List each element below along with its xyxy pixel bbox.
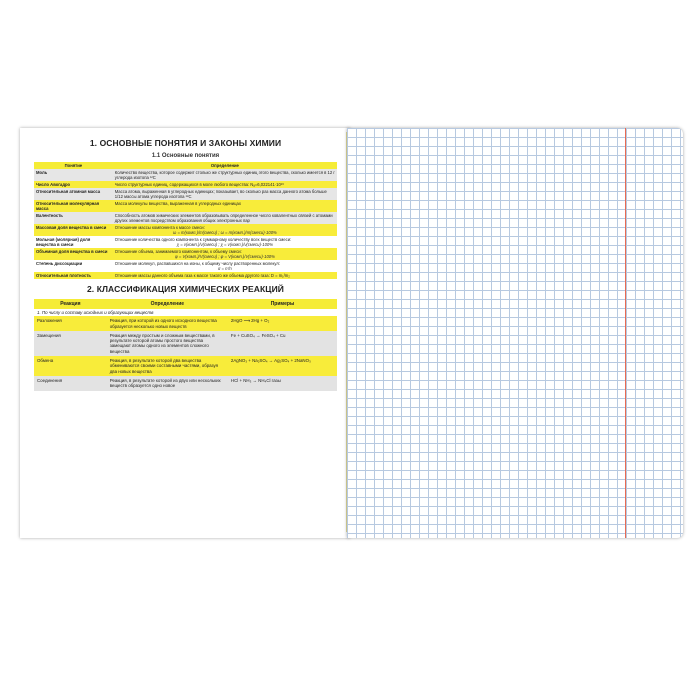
definition-cell: Реакция, при которой из одного исходного вещества образуется несколько новых веществ (107, 316, 228, 331)
reaction-cell: Замещения (34, 331, 107, 356)
table-row (34, 260, 337, 272)
example-cell: Fe + CuSO₄ → FeSO₄ + Cu (228, 331, 337, 356)
table-row (34, 181, 337, 188)
definition-text: Отношение количества одного компонента к суммарному количеству всех веществ смеси: (114, 237, 292, 242)
formula: ω = m(комп.)/m(смеси) ; ω = m(комп.)/m(смеси)·100% (173, 230, 277, 235)
reference-content (34, 138, 337, 391)
table-row (34, 272, 337, 279)
term-cell: Объемная доля вещества в смеси (34, 248, 113, 260)
definition-text: Отношение объема, занимаемого компонентом, к объему смеси: (114, 249, 242, 254)
table-row (34, 331, 337, 356)
table-row (34, 316, 337, 331)
margin-line (625, 128, 626, 538)
reaction-cell: Разложения (34, 316, 107, 331)
term-cell: Число Авогадро (34, 181, 113, 188)
formula: α = n′/n (217, 266, 232, 271)
formula: φ = V(комп.)/V(смеси) ; φ = V(комп.)/V(смеси)·100% (174, 254, 275, 259)
definition-cell: Отношение массы данного объема газа к массе такого же объема другого газа: D = m₁/m₂ (113, 272, 337, 279)
reactions-table (34, 299, 337, 391)
definition-cell: Реакция, в результате которой два вещества обмениваются своими составными частями, образуя два новых вещества (107, 356, 228, 376)
definition-cell: Способность атомов химических элементов образовывать определенное число ковалентных связей с атомами других элементов посредством образования общих электронных пар (113, 212, 337, 224)
column-header-definition: Определение (113, 162, 337, 169)
table-row (34, 188, 337, 200)
table-note-row (34, 309, 337, 316)
definition-text: Отношение молекул, распавшихся на ионы, к общему числу растворенных молекул: (114, 261, 280, 266)
term-cell: Массовая доля вещества в смеси (34, 224, 113, 236)
example-cell: HCl + NH₃ → NH₄Cl газы (228, 376, 337, 391)
example-cell: 2AgNO₃ + Na₂SO₄ → Ag₂SO₄ + 2NaNO₃ (228, 356, 337, 376)
table-row (34, 376, 337, 391)
definition-text: Отношение массы компонента к массе смеси: (114, 225, 205, 230)
section1-title: 1. ОСНОВНЫЕ ПОНЯТИЯ И ЗАКОНЫ ХИМИИ (89, 138, 282, 148)
table-row (34, 200, 337, 212)
term-cell: Мольная (молярная) доля вещества в смеси (34, 236, 113, 248)
definition-cell: Количество вещества, которое содержит столько же структурных единиц этого вещества, сколько имеется в 12 г углерода изотопа ¹²C (113, 169, 337, 181)
definition-cell (113, 224, 337, 236)
column-header-reaction: Реакция (34, 299, 107, 309)
concepts-table (34, 162, 337, 279)
table-row (34, 224, 337, 236)
column-header-examples: Примеры (228, 299, 337, 309)
term-cell: Степень диссоциации (34, 260, 113, 272)
definition-cell (113, 260, 337, 272)
table-row (34, 236, 337, 248)
column-header-concept: Понятие (34, 162, 113, 169)
definition-cell: Число структурных единиц, содержащихся в моле любого вещества: Nₐ=6,022141·10²³ (113, 181, 337, 188)
term-cell: Валентность (34, 212, 113, 224)
table-row (34, 248, 337, 260)
reaction-cell: Обмена (34, 356, 107, 376)
column-header-definition: Определение (107, 299, 228, 309)
classification-note: 1. По числу и составу исходных и образующих веществ (34, 309, 337, 316)
term-cell: Относительная молекулярная масса (34, 200, 113, 212)
definition-cell: Реакция между простым и сложным веществами, в результате которой атомы простого вещества замещают атомы одного из элементов сложного вещества (107, 331, 228, 356)
definition-cell (113, 248, 337, 260)
table-row (34, 212, 337, 224)
table-row (34, 356, 337, 376)
definition-cell: Масса молекулы вещества, выраженная в углеродных единицах (113, 200, 337, 212)
section2-title: 2. КЛАССИФИКАЦИЯ ХИМИЧЕСКИХ РЕАКЦИЙ (86, 284, 285, 294)
example-cell: 2HgO ⟶ 2Hg + O₂ (228, 316, 337, 331)
term-cell: Относительная плотность (34, 272, 113, 279)
table-row (34, 169, 337, 181)
term-cell: Относительная атомная масса (34, 188, 113, 200)
reaction-cell: Соединения (34, 376, 107, 391)
term-cell: Моль (34, 169, 113, 181)
section1-subtitle: 1.1 Основные понятия (151, 153, 220, 159)
definition-cell: Реакция, в результате которой из двух или нескольких веществ образуется одно новое (107, 376, 228, 391)
formula: χ = ν(комп.)/ν(смеси) ; χ = ν(комп.)/ν(смеси)·100% (176, 242, 273, 247)
notebook-right-page-grid (347, 128, 683, 538)
notebook-left-page (20, 128, 350, 538)
definition-cell (113, 236, 337, 248)
definition-cell: Масса атома, выраженная в углеродных единицах; показывает, во сколько раз масса данного атома больше 1/12 массы атома углерода изотопа ¹²C (113, 188, 337, 200)
